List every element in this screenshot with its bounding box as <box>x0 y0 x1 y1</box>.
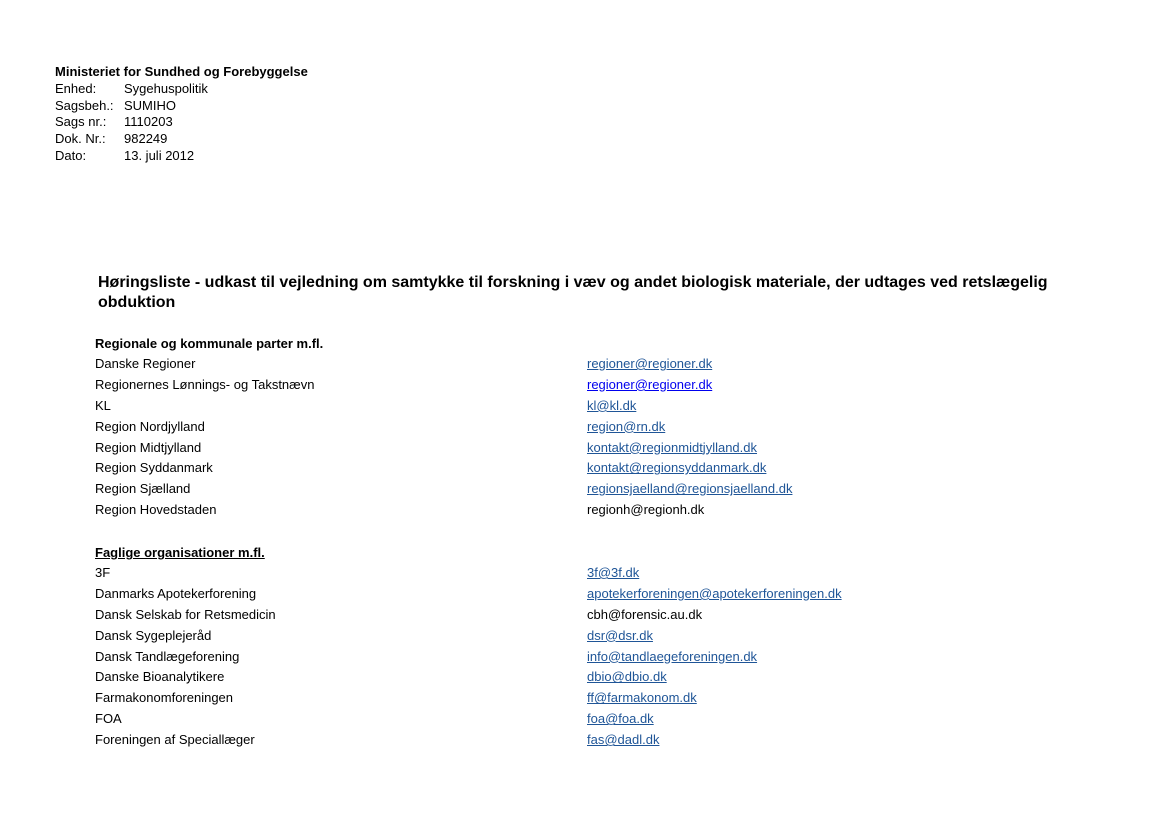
list-item <box>95 396 955 417</box>
meta-key: Enhed: <box>55 80 97 96</box>
party-name: Region Midtjylland <box>95 439 202 455</box>
email-link[interactable]: dsr@dsr.dk <box>587 627 653 643</box>
list-item <box>95 688 955 709</box>
party-name: Dansk Selskab for Retsmedicin <box>95 606 276 622</box>
list-item <box>95 375 955 396</box>
meta-key: Sags nr.: <box>55 114 107 130</box>
list-item <box>95 563 955 584</box>
meta-row-enhed <box>55 81 308 98</box>
email-link[interactable]: info@tandlaegeforeningen.dk <box>587 648 758 664</box>
email-link[interactable]: kontakt@regionsyddanmark.dk <box>587 460 767 476</box>
meta-value: 982249 <box>124 131 168 147</box>
email-link[interactable]: region@rn.dk <box>587 418 666 434</box>
email-link[interactable]: kl@kl.dk <box>587 397 637 413</box>
list-item <box>95 709 955 730</box>
meta-row-dok-nr <box>55 131 308 148</box>
party-name: Region Syddanmark <box>95 460 213 476</box>
email-link[interactable]: kontakt@regionmidtjylland.dk <box>587 439 758 455</box>
section-title-professional: Faglige organisationer m.fl. <box>95 545 265 561</box>
email-link[interactable]: regioner@regioner.dk <box>587 376 713 392</box>
meta-key: Dato: <box>55 147 87 163</box>
meta-key: Sagsbeh.: <box>55 97 114 113</box>
list-item <box>95 354 955 375</box>
list-item <box>95 667 955 688</box>
email-link[interactable]: apotekerforeningen@apotekerforeningen.dk <box>587 585 842 601</box>
email-link[interactable]: foa@foa.dk <box>587 711 654 727</box>
meta-row-sags-nr <box>55 114 308 131</box>
list-item <box>95 417 955 438</box>
section-spacer <box>95 521 955 542</box>
email-text: cbh@forensic.au.dk <box>587 606 703 622</box>
email-link[interactable]: regionsjaelland@regionsjaelland.dk <box>587 481 793 497</box>
document-title: Høringsliste - udkast til vejledning om samtykke til forskning i væv og andet biologisk materiale, der udtages ved retslægelig obduktion <box>98 274 1048 311</box>
organization-name: Ministeriet for Sundhed og Forebyggelse <box>55 64 308 79</box>
meta-value: Sygehuspolitik <box>124 80 208 96</box>
meta-row-sagsbeh <box>55 98 308 115</box>
list-item <box>95 500 955 521</box>
list-item <box>95 605 955 626</box>
party-name: Farmakonomforeningen <box>95 690 234 706</box>
list-item <box>95 584 955 605</box>
email-link[interactable]: regioner@regioner.dk <box>587 356 713 371</box>
meta-key: Dok. Nr.: <box>55 131 106 147</box>
email-link[interactable]: ff@farmakonom.dk <box>587 690 697 706</box>
meta-value: 1110203 <box>124 114 173 130</box>
meta-row-dato <box>55 148 308 165</box>
party-name: Region Hovedstaden <box>95 502 217 518</box>
meta-value: SUMIHO <box>124 97 176 113</box>
list-item <box>95 626 955 647</box>
party-name: FOA <box>95 711 122 727</box>
party-name: Dansk Sygeplejeråd <box>95 627 212 643</box>
email-link[interactable]: fas@dadl.dk <box>587 732 660 748</box>
email-link[interactable]: dbio@dbio.dk <box>587 669 667 685</box>
list-item <box>95 479 955 500</box>
meta-value: 13. juli 2012 <box>124 147 195 163</box>
party-name: Danmarks Apotekerforening <box>95 585 257 601</box>
list-item <box>95 647 955 668</box>
party-name: Foreningen af Speciallæger <box>95 732 255 748</box>
email-text: regionh@regionh.dk <box>587 502 705 518</box>
party-name: Region Nordjylland <box>95 418 205 434</box>
email-link[interactable]: 3f@3f.dk <box>587 565 640 581</box>
hearing-list <box>95 333 955 751</box>
party-name: 3F <box>95 565 111 581</box>
party-name: Dansk Tandlægeforening <box>95 648 240 664</box>
document-header <box>55 64 308 165</box>
party-name: KL <box>95 397 111 413</box>
party-name: Danske Regioner <box>95 356 196 371</box>
party-name: Region Sjælland <box>95 481 191 497</box>
section-title-regional: Regionale og kommunale parter m.fl. <box>95 336 324 351</box>
party-name: Danske Bioanalytikere <box>95 669 225 685</box>
list-item <box>95 458 955 479</box>
party-name: Regionernes Lønnings- og Takstnævn <box>95 376 315 392</box>
list-item <box>95 730 955 751</box>
list-item <box>95 438 955 459</box>
